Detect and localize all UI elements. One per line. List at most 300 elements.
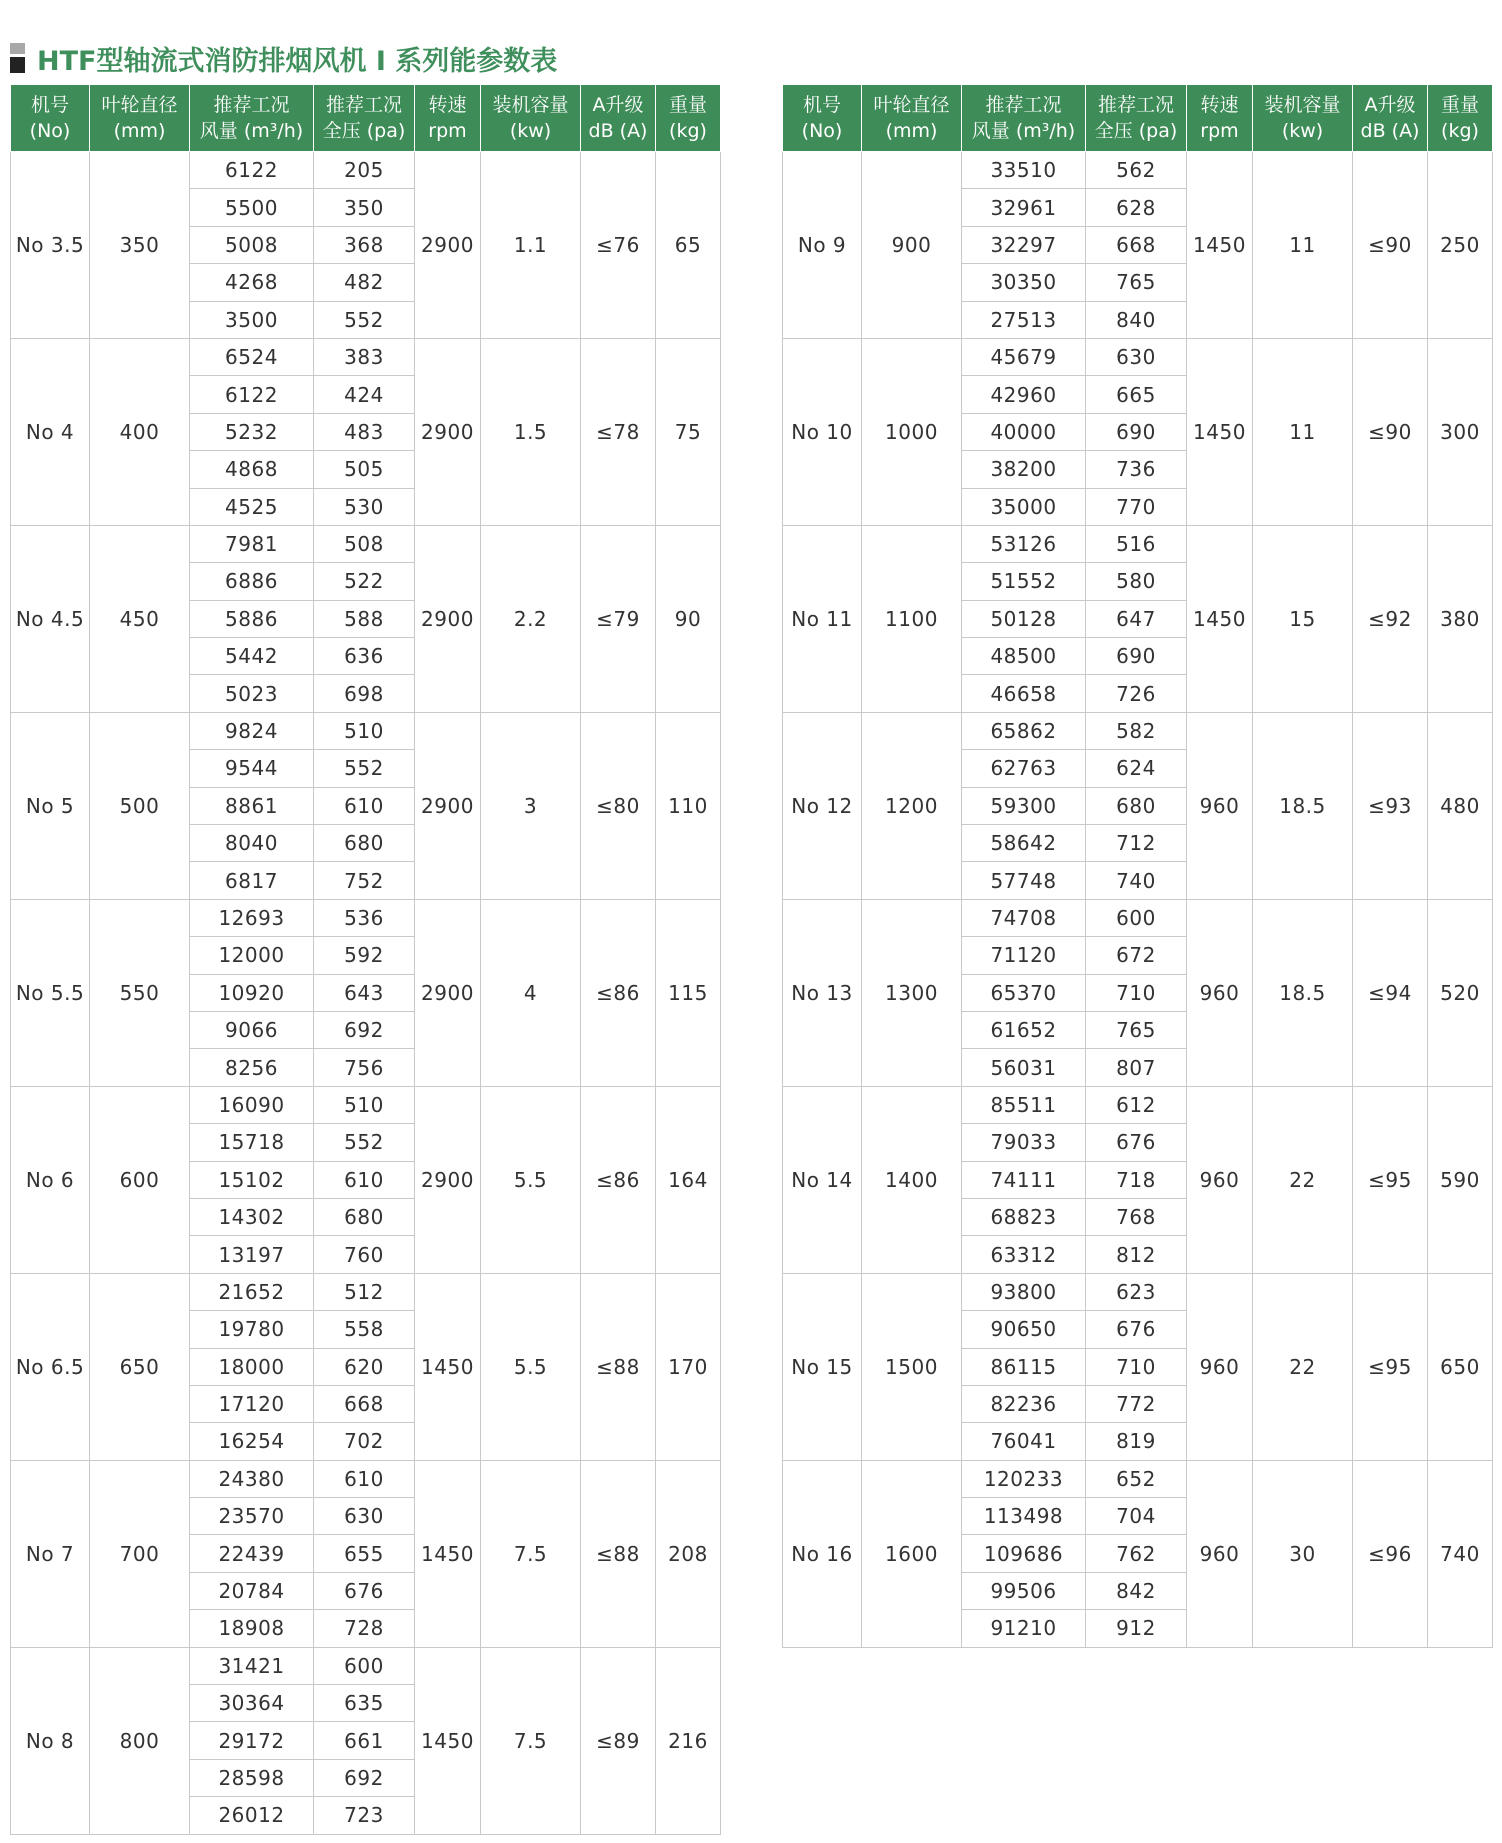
table-body [11, 152, 721, 1835]
power-cell: 4 [481, 899, 581, 1086]
pressure-cell: 630 [314, 1498, 415, 1535]
speed-cell: 960 [1187, 712, 1253, 899]
pressure-cell: 610 [314, 1161, 415, 1198]
airflow-cell: 26012 [190, 1797, 314, 1834]
airflow-cell: 6817 [190, 862, 314, 899]
airflow-cell: 20784 [190, 1572, 314, 1609]
pressure-cell: 812 [1086, 1236, 1187, 1273]
power-cell: 1.1 [481, 152, 581, 339]
airflow-cell: 15102 [190, 1161, 314, 1198]
airflow-cell: 10920 [190, 974, 314, 1011]
diameter-cell: 450 [90, 525, 190, 712]
noise-cell: ≤76 [581, 152, 656, 339]
pressure-cell: 680 [1086, 787, 1187, 824]
airflow-cell: 46658 [962, 675, 1086, 712]
model-no-cell: No 9 [783, 152, 862, 339]
table-row [783, 1460, 1493, 1497]
header-line2: 全压 (pa) [322, 120, 406, 142]
table-row [11, 152, 721, 189]
airflow-cell: 6122 [190, 152, 314, 189]
power-cell: 1.5 [481, 338, 581, 525]
airflow-cell: 6886 [190, 563, 314, 600]
pressure-cell: 676 [1086, 1311, 1187, 1348]
model-no-cell: No 6.5 [11, 1273, 90, 1460]
speed-cell: 1450 [1187, 525, 1253, 712]
pressure-cell: 736 [1086, 451, 1187, 488]
weight-cell: 216 [656, 1647, 721, 1834]
header-pressure [314, 85, 415, 152]
header-line1: A升级 [1364, 94, 1416, 116]
title-bar [10, 40, 557, 76]
model-no-cell: No 13 [783, 899, 862, 1086]
airflow-cell: 74708 [962, 899, 1086, 936]
table-row [11, 1647, 721, 1684]
airflow-cell: 9544 [190, 750, 314, 787]
pressure-cell: 582 [1086, 712, 1187, 749]
header-airflow [962, 85, 1086, 152]
airflow-cell: 7981 [190, 525, 314, 562]
noise-cell: ≤80 [581, 712, 656, 899]
noise-cell: ≤86 [581, 1086, 656, 1273]
weight-cell: 115 [656, 899, 721, 1086]
diameter-cell: 550 [90, 899, 190, 1086]
pressure-cell: 723 [314, 1797, 415, 1834]
pressure-cell: 770 [1086, 488, 1187, 525]
weight-cell: 110 [656, 712, 721, 899]
table-row [783, 712, 1493, 749]
pressure-cell: 760 [314, 1236, 415, 1273]
pressure-cell: 842 [1086, 1572, 1187, 1609]
airflow-cell: 113498 [962, 1498, 1086, 1535]
pressure-cell: 672 [1086, 937, 1187, 974]
noise-cell: ≤89 [581, 1647, 656, 1834]
pressure-cell: 702 [314, 1423, 415, 1460]
header-line1: 推荐工况 [325, 94, 402, 116]
model-no-cell: No 3.5 [11, 152, 90, 339]
airflow-cell: 8040 [190, 825, 314, 862]
diameter-cell: 650 [90, 1273, 190, 1460]
pressure-cell: 704 [1086, 1498, 1187, 1535]
weight-cell: 300 [1428, 338, 1493, 525]
speed-cell: 2900 [415, 712, 481, 899]
header-line2: 全压 (pa) [1094, 120, 1178, 142]
airflow-cell: 32961 [962, 189, 1086, 226]
pressure-cell: 562 [1086, 152, 1187, 189]
header-line1: 转速 [1200, 94, 1239, 116]
airflow-cell: 6122 [190, 376, 314, 413]
header-line2: (mm) [885, 120, 938, 142]
airflow-cell: 4268 [190, 264, 314, 301]
pressure-cell: 620 [314, 1348, 415, 1385]
diameter-cell: 700 [90, 1460, 190, 1647]
pressure-cell: 600 [1086, 899, 1187, 936]
airflow-cell: 31421 [190, 1647, 314, 1684]
speed-cell: 1450 [1187, 338, 1253, 525]
pressure-cell: 516 [1086, 525, 1187, 562]
airflow-cell: 28598 [190, 1759, 314, 1796]
table-row [11, 712, 721, 749]
pressure-cell: 552 [314, 750, 415, 787]
airflow-cell: 21652 [190, 1273, 314, 1310]
power-cell: 11 [1253, 338, 1353, 525]
power-cell: 30 [1253, 1460, 1353, 1647]
pressure-cell: 698 [314, 675, 415, 712]
pressure-cell: 661 [314, 1722, 415, 1759]
pressure-cell: 635 [314, 1685, 415, 1722]
power-cell: 7.5 [481, 1647, 581, 1834]
airflow-cell: 65370 [962, 974, 1086, 1011]
speed-cell: 960 [1187, 1086, 1253, 1273]
airflow-cell: 27513 [962, 301, 1086, 338]
table-row [11, 899, 721, 936]
pressure-cell: 718 [1086, 1161, 1187, 1198]
header-line1: 装机容量 [1264, 94, 1341, 116]
page-title: HTF型轴流式消防排烟风机 I 系列能参数表 [37, 45, 558, 77]
airflow-cell: 22439 [190, 1535, 314, 1572]
pressure-cell: 624 [1086, 750, 1187, 787]
power-cell: 18.5 [1253, 899, 1353, 1086]
model-no-cell: No 16 [783, 1460, 862, 1647]
noise-cell: ≤96 [1353, 1460, 1428, 1647]
airflow-cell: 74111 [962, 1161, 1086, 1198]
airflow-cell: 48500 [962, 638, 1086, 675]
header-line2: (kw) [509, 120, 552, 142]
airflow-cell: 61652 [962, 1011, 1086, 1048]
header-line2: (kw) [1281, 120, 1324, 142]
pressure-cell: 752 [314, 862, 415, 899]
header-speed [415, 85, 481, 152]
noise-cell: ≤92 [1353, 525, 1428, 712]
header-row [11, 85, 721, 152]
table-row [783, 338, 1493, 375]
noise-cell: ≤90 [1353, 152, 1428, 339]
header-line1: 叶轮直径 [873, 94, 950, 116]
model-no-cell: No 5 [11, 712, 90, 899]
airflow-cell: 9066 [190, 1011, 314, 1048]
weight-cell: 164 [656, 1086, 721, 1273]
header-line1: 机号 [30, 94, 69, 116]
pressure-cell: 636 [314, 638, 415, 675]
header-line1: 转速 [428, 94, 467, 116]
pressure-cell: 558 [314, 1311, 415, 1348]
pressure-cell: 665 [1086, 376, 1187, 413]
airflow-cell: 76041 [962, 1423, 1086, 1460]
airflow-cell: 19780 [190, 1311, 314, 1348]
airflow-cell: 6524 [190, 338, 314, 375]
table-row [783, 152, 1493, 189]
power-cell: 5.5 [481, 1086, 581, 1273]
airflow-cell: 32297 [962, 226, 1086, 263]
header-line1: 重量 [668, 94, 707, 116]
pressure-cell: 676 [1086, 1124, 1187, 1161]
airflow-cell: 15718 [190, 1124, 314, 1161]
diameter-cell: 1300 [862, 899, 962, 1086]
table-row [783, 1086, 1493, 1123]
header-line2: dB (A) [588, 120, 648, 142]
diameter-cell: 800 [90, 1647, 190, 1834]
pressure-cell: 623 [1086, 1273, 1187, 1310]
weight-cell: 740 [1428, 1460, 1493, 1647]
pressure-cell: 552 [314, 1124, 415, 1161]
airflow-cell: 16254 [190, 1423, 314, 1460]
header-power [1253, 85, 1353, 152]
airflow-cell: 4525 [190, 488, 314, 525]
airflow-cell: 8256 [190, 1049, 314, 1086]
weight-cell: 65 [656, 152, 721, 339]
pressure-cell: 510 [314, 712, 415, 749]
airflow-cell: 5500 [190, 189, 314, 226]
table-row [11, 1086, 721, 1123]
pressure-cell: 655 [314, 1535, 415, 1572]
table-row [783, 1273, 1493, 1310]
header-line2: (kg) [1441, 120, 1479, 142]
power-cell: 11 [1253, 152, 1353, 339]
pressure-cell: 819 [1086, 1423, 1187, 1460]
airflow-cell: 120233 [962, 1460, 1086, 1497]
header-line2: 风量 (m³/h) [199, 120, 304, 142]
power-cell: 2.2 [481, 525, 581, 712]
airflow-cell: 14302 [190, 1198, 314, 1235]
airflow-cell: 5886 [190, 600, 314, 637]
model-no-cell: No 7 [11, 1460, 90, 1647]
pressure-cell: 600 [314, 1647, 415, 1684]
airflow-cell: 59300 [962, 787, 1086, 824]
weight-cell: 520 [1428, 899, 1493, 1086]
noise-cell: ≤95 [1353, 1086, 1428, 1273]
header-row [783, 85, 1493, 152]
table-row [783, 899, 1493, 936]
header-noise [1353, 85, 1428, 152]
pressure-cell: 680 [314, 1198, 415, 1235]
airflow-cell: 23570 [190, 1498, 314, 1535]
pressure-cell: 588 [314, 600, 415, 637]
airflow-cell: 4868 [190, 451, 314, 488]
airflow-cell: 86115 [962, 1348, 1086, 1385]
table-row [11, 1460, 721, 1497]
pressure-cell: 765 [1086, 264, 1187, 301]
pressure-cell: 740 [1086, 862, 1187, 899]
airflow-cell: 79033 [962, 1124, 1086, 1161]
header-line1: 重量 [1440, 94, 1479, 116]
header-line2: (No) [29, 120, 71, 142]
header-line2: (kg) [669, 120, 707, 142]
header-airflow [190, 85, 314, 152]
airflow-cell: 5232 [190, 413, 314, 450]
airflow-cell: 82236 [962, 1385, 1086, 1422]
pressure-cell: 508 [314, 525, 415, 562]
pressure-cell: 592 [314, 937, 415, 974]
noise-cell: ≤86 [581, 899, 656, 1086]
speed-cell: 1450 [415, 1460, 481, 1647]
pressure-cell: 668 [1086, 226, 1187, 263]
airflow-cell: 18000 [190, 1348, 314, 1385]
airflow-cell: 29172 [190, 1722, 314, 1759]
pressure-cell: 680 [314, 825, 415, 862]
pressure-cell: 712 [1086, 825, 1187, 862]
diameter-cell: 1000 [862, 338, 962, 525]
airflow-cell: 40000 [962, 413, 1086, 450]
airflow-cell: 12693 [190, 899, 314, 936]
pressure-cell: 692 [314, 1759, 415, 1796]
airflow-cell: 68823 [962, 1198, 1086, 1235]
diameter-cell: 1100 [862, 525, 962, 712]
pressure-cell: 510 [314, 1086, 415, 1123]
airflow-cell: 56031 [962, 1049, 1086, 1086]
noise-cell: ≤78 [581, 338, 656, 525]
airflow-cell: 5442 [190, 638, 314, 675]
weight-cell: 208 [656, 1460, 721, 1647]
airflow-cell: 12000 [190, 937, 314, 974]
header-line1: A升级 [592, 94, 644, 116]
pressure-cell: 765 [1086, 1011, 1187, 1048]
header-noise [581, 85, 656, 152]
noise-cell: ≤79 [581, 525, 656, 712]
pressure-cell: 756 [314, 1049, 415, 1086]
weight-cell: 590 [1428, 1086, 1493, 1273]
header-line2: rpm [1200, 120, 1239, 142]
pressure-cell: 350 [314, 189, 415, 226]
airflow-cell: 5023 [190, 675, 314, 712]
airflow-cell: 63312 [962, 1236, 1086, 1273]
header-diameter [862, 85, 962, 152]
airflow-cell: 17120 [190, 1385, 314, 1422]
speed-cell: 1450 [1187, 152, 1253, 339]
airflow-cell: 50128 [962, 600, 1086, 637]
model-no-cell: No 5.5 [11, 899, 90, 1086]
airflow-cell: 18908 [190, 1610, 314, 1647]
pressure-cell: 512 [314, 1273, 415, 1310]
table-row [11, 338, 721, 375]
airflow-cell: 38200 [962, 451, 1086, 488]
header-weight [1428, 85, 1493, 152]
table-row [11, 525, 721, 562]
pressure-cell: 536 [314, 899, 415, 936]
model-no-cell: No 4 [11, 338, 90, 525]
pressure-cell: 522 [314, 563, 415, 600]
header-line2: dB (A) [1360, 120, 1420, 142]
weight-cell: 90 [656, 525, 721, 712]
pressure-cell: 580 [1086, 563, 1187, 600]
airflow-cell: 109686 [962, 1535, 1086, 1572]
pressure-cell: 610 [314, 1460, 415, 1497]
diameter-cell: 600 [90, 1086, 190, 1273]
header-line1: 推荐工况 [985, 94, 1062, 116]
model-no-cell: No 12 [783, 712, 862, 899]
airflow-cell: 93800 [962, 1273, 1086, 1310]
model-no-cell: No 6 [11, 1086, 90, 1273]
pressure-cell: 710 [1086, 974, 1187, 1011]
diameter-cell: 500 [90, 712, 190, 899]
pressure-cell: 630 [1086, 338, 1187, 375]
diameter-cell: 1600 [862, 1460, 962, 1647]
weight-cell: 380 [1428, 525, 1493, 712]
header-no [783, 85, 862, 152]
airflow-cell: 45679 [962, 338, 1086, 375]
header-line2: (mm) [113, 120, 166, 142]
header-line1: 机号 [802, 94, 841, 116]
header-power [481, 85, 581, 152]
speed-cell: 2900 [415, 152, 481, 339]
pressure-cell: 762 [1086, 1535, 1187, 1572]
pressure-cell: 483 [314, 413, 415, 450]
header-diameter [90, 85, 190, 152]
power-cell: 5.5 [481, 1273, 581, 1460]
pressure-cell: 728 [314, 1610, 415, 1647]
pressure-cell: 710 [1086, 1348, 1187, 1385]
airflow-cell: 42960 [962, 376, 1086, 413]
airflow-cell: 90650 [962, 1311, 1086, 1348]
table-body [783, 152, 1493, 1648]
weight-cell: 650 [1428, 1273, 1493, 1460]
pressure-cell: 610 [314, 787, 415, 824]
noise-cell: ≤88 [581, 1273, 656, 1460]
diameter-cell: 900 [862, 152, 962, 339]
header-speed [1187, 85, 1253, 152]
header-line1: 推荐工况 [1097, 94, 1174, 116]
header-line1: 叶轮直径 [101, 94, 178, 116]
speed-cell: 1450 [415, 1273, 481, 1460]
power-cell: 22 [1253, 1086, 1353, 1273]
airflow-cell: 30364 [190, 1685, 314, 1722]
pressure-cell: 840 [1086, 301, 1187, 338]
airflow-cell: 3500 [190, 301, 314, 338]
pressure-cell: 807 [1086, 1049, 1187, 1086]
pressure-cell: 768 [1086, 1198, 1187, 1235]
header-weight [656, 85, 721, 152]
speed-cell: 2900 [415, 525, 481, 712]
airflow-cell: 85511 [962, 1086, 1086, 1123]
speed-cell: 960 [1187, 1273, 1253, 1460]
pressure-cell: 668 [314, 1385, 415, 1422]
diameter-cell: 1200 [862, 712, 962, 899]
weight-cell: 170 [656, 1273, 721, 1460]
diameter-cell: 350 [90, 152, 190, 339]
weight-cell: 75 [656, 338, 721, 525]
pressure-cell: 912 [1086, 1610, 1187, 1647]
header-line1: 推荐工况 [213, 94, 290, 116]
speed-cell: 960 [1187, 899, 1253, 1086]
pressure-cell: 690 [1086, 413, 1187, 450]
airflow-cell: 5008 [190, 226, 314, 263]
airflow-cell: 30350 [962, 264, 1086, 301]
header-line2: rpm [428, 120, 467, 142]
airflow-cell: 65862 [962, 712, 1086, 749]
speed-cell: 1450 [415, 1647, 481, 1834]
power-cell: 18.5 [1253, 712, 1353, 899]
airflow-cell: 13197 [190, 1236, 314, 1273]
header-line2: 风量 (m³/h) [971, 120, 1076, 142]
speed-cell: 2900 [415, 899, 481, 1086]
pressure-cell: 676 [314, 1572, 415, 1609]
table-row [11, 1273, 721, 1310]
pressure-cell: 505 [314, 451, 415, 488]
pressure-cell: 612 [1086, 1086, 1187, 1123]
airflow-cell: 71120 [962, 937, 1086, 974]
pressure-cell: 652 [1086, 1460, 1187, 1497]
speed-cell: 2900 [415, 1086, 481, 1273]
pressure-cell: 726 [1086, 675, 1187, 712]
model-no-cell: No 4.5 [11, 525, 90, 712]
speed-cell: 2900 [415, 338, 481, 525]
pressure-cell: 368 [314, 226, 415, 263]
model-no-cell: No 8 [11, 1647, 90, 1834]
airflow-cell: 9824 [190, 712, 314, 749]
noise-cell: ≤88 [581, 1460, 656, 1647]
airflow-cell: 35000 [962, 488, 1086, 525]
airflow-cell: 24380 [190, 1460, 314, 1497]
airflow-cell: 53126 [962, 525, 1086, 562]
pressure-cell: 772 [1086, 1385, 1187, 1422]
